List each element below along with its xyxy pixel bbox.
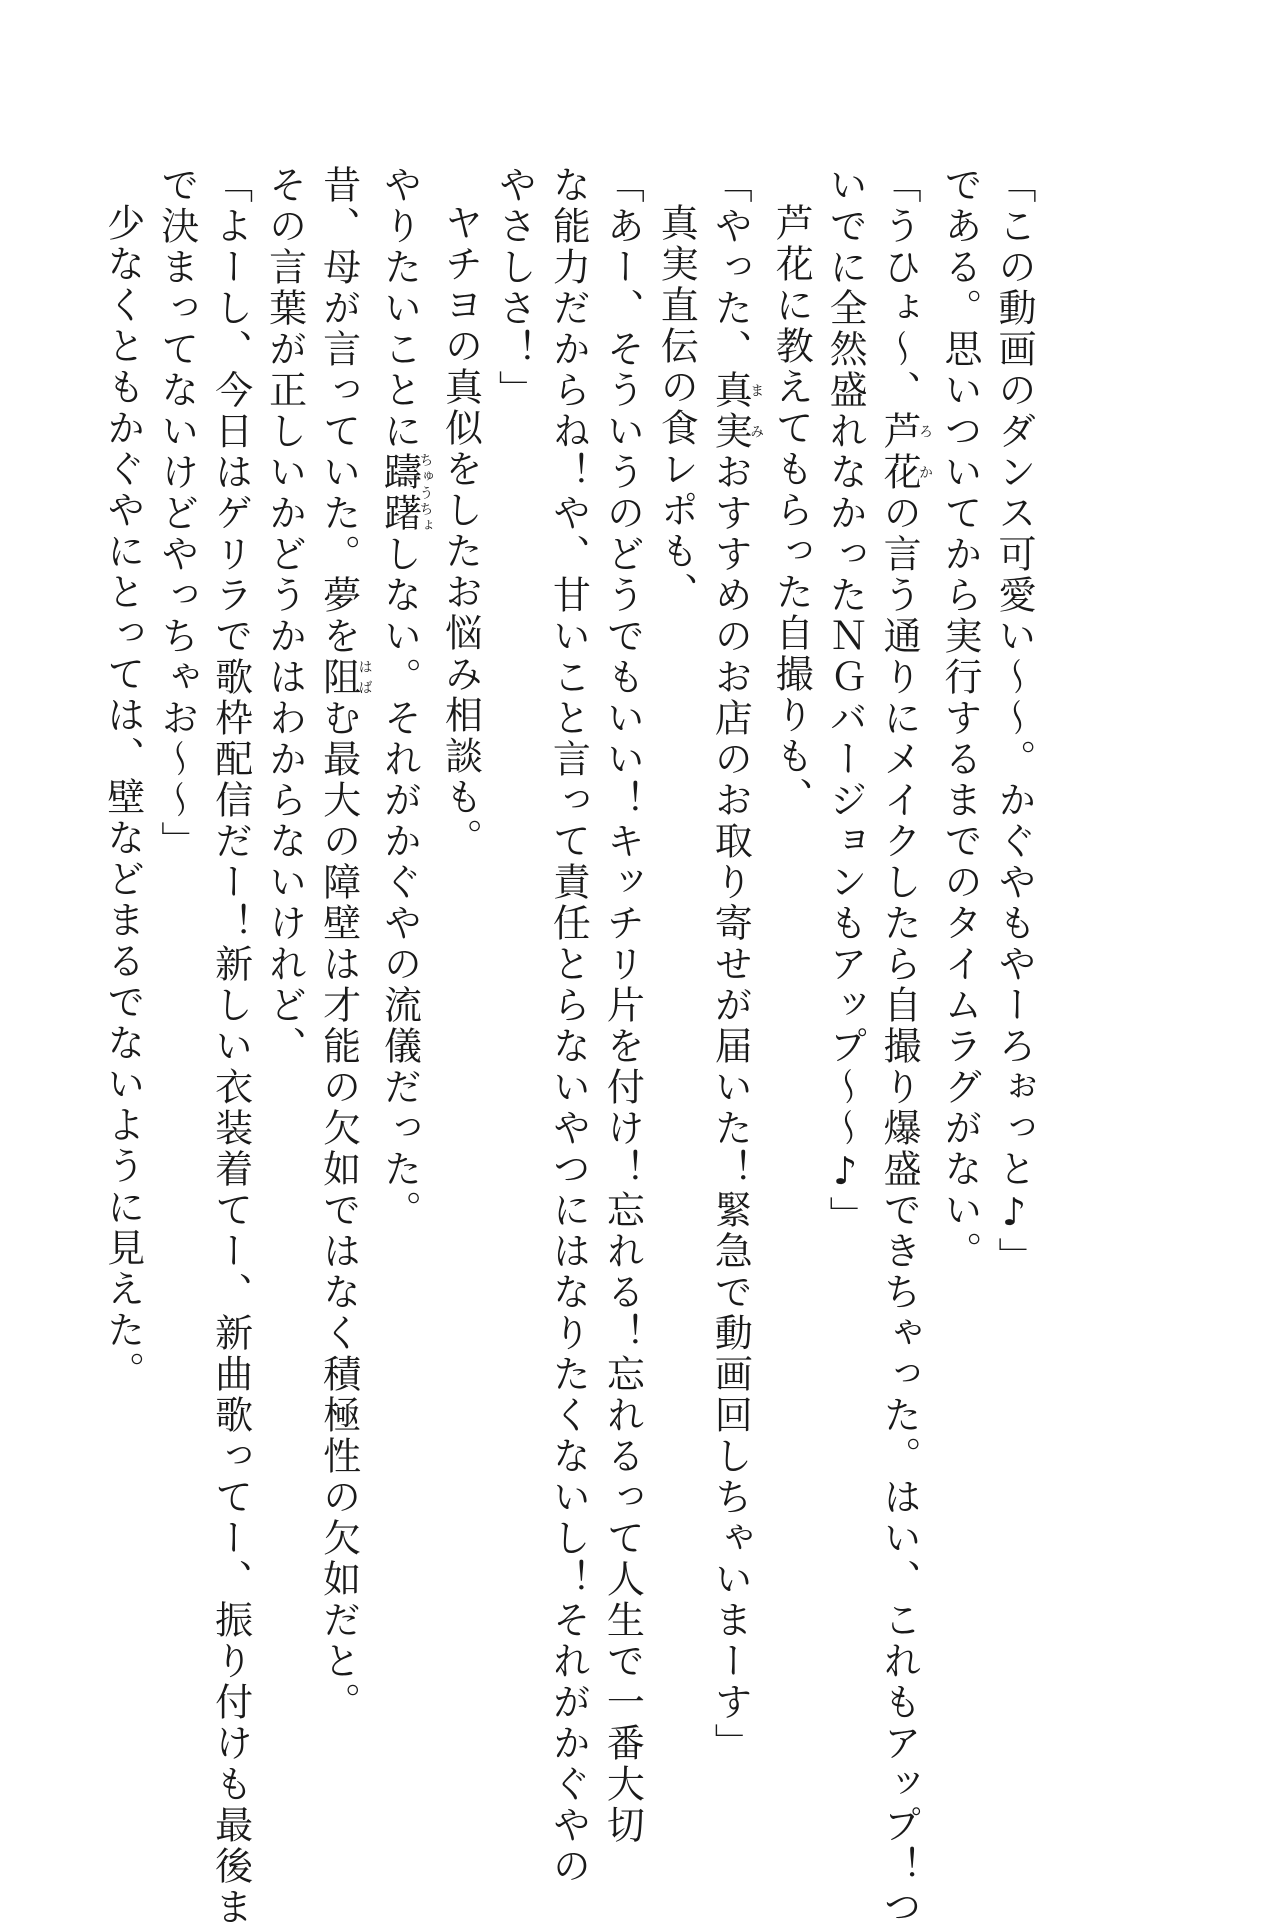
ruby-reading: まみ xyxy=(748,370,765,452)
text-segment: いでに全然盛れなかったＮＧバージョンもアップ〜〜♪」 xyxy=(823,165,868,1237)
text-segment: な能力だからね！や、甘いこと言って責任とらないやつにはなりたくないし！それがかぐやの xyxy=(546,165,591,1887)
text-segment: 少なくともかぐやにとっては、壁などまるでないように見えた。 xyxy=(100,203,145,1392)
text-segment: やさしさ！」 xyxy=(492,165,537,411)
text-segment: である。思いついてから実行するまでのタイムラグがない。 xyxy=(938,165,983,1272)
ruby-base: 阻 xyxy=(316,657,361,698)
text-segment: で決まってないけどやっちゃお〜〜」 xyxy=(154,165,199,862)
ruby-base: 芦花 xyxy=(877,411,922,493)
text-segment: 「よーし、今日はゲリラで歌枠配信だー！新しい衣装着てー、新曲歌ってー、振り付けも最後ま xyxy=(208,165,253,1928)
text-segment: 夢 xyxy=(316,575,361,616)
vertical-text-block xyxy=(95,165,1040,1928)
text-segment: おすすめのお店のお取り寄せが届いた！緊急で動画回しちゃいまーす」 xyxy=(708,452,753,1764)
text-segment: 芦花に教えてもらった自撮りも、 xyxy=(769,203,814,818)
text-line xyxy=(433,165,487,1545)
text-line xyxy=(372,165,433,1545)
text-segment: その言葉が正しいかどうかはわからないけれど、 xyxy=(262,165,307,1067)
ruby-annotated-word xyxy=(377,452,434,534)
text-segment: 真実直伝の食レポも、 xyxy=(654,203,699,613)
text-line xyxy=(594,165,648,1846)
ruby-reading: ちゅうちょ xyxy=(417,452,434,534)
ruby-annotated-word xyxy=(708,370,765,452)
text-line xyxy=(648,165,702,1545)
ruby-reading: ろか xyxy=(917,411,934,493)
text-line xyxy=(311,165,373,1723)
text-segment: 「うひょ〜、 xyxy=(877,165,922,411)
text-line xyxy=(203,165,257,1928)
text-line xyxy=(257,165,311,1545)
text-line xyxy=(817,165,871,1545)
ruby-base: 躊躇 xyxy=(377,452,422,534)
text-segment: しない。それがかぐやの流儀だった。 xyxy=(377,534,422,1231)
text-segment: 「あー、そういうのどうでもいい！キッチリ片を付け！忘れる！忘れるって人生で一番大切 xyxy=(600,165,645,1846)
ruby-annotated-word xyxy=(316,657,373,698)
text-segment: を xyxy=(316,616,361,657)
text-line xyxy=(763,165,817,1545)
text-line xyxy=(540,165,594,1887)
text-segment: 「この動画のダンス可愛い〜〜。かぐやもやーろぉっと♪」 xyxy=(992,165,1036,1278)
ruby-reading: はば xyxy=(356,657,373,698)
text-line xyxy=(486,165,540,1545)
text-line xyxy=(149,165,203,1545)
text-line xyxy=(932,165,986,1545)
text-segment: 昔、母が言っていた。 xyxy=(316,165,361,575)
text-segment: 「やった、 xyxy=(708,165,753,370)
text-segment: やりたいことに xyxy=(377,165,422,452)
text-segment: の言う通りにメイクしたら自撮り爆盛できちゃった。はい、これもアップ！つ xyxy=(877,493,922,1928)
ruby-base: 真実 xyxy=(708,370,753,452)
text-line xyxy=(871,165,934,1928)
text-segment: ヤチヨの真似をしたお悩み相談も。 xyxy=(438,203,483,859)
ruby-annotated-word xyxy=(877,411,934,493)
text-line xyxy=(986,165,1040,1545)
text-line xyxy=(702,165,765,1764)
text-segment: む最大の障壁は才能の欠如ではなく積極性の欠如だと。 xyxy=(316,698,361,1723)
text-line xyxy=(95,165,149,1545)
